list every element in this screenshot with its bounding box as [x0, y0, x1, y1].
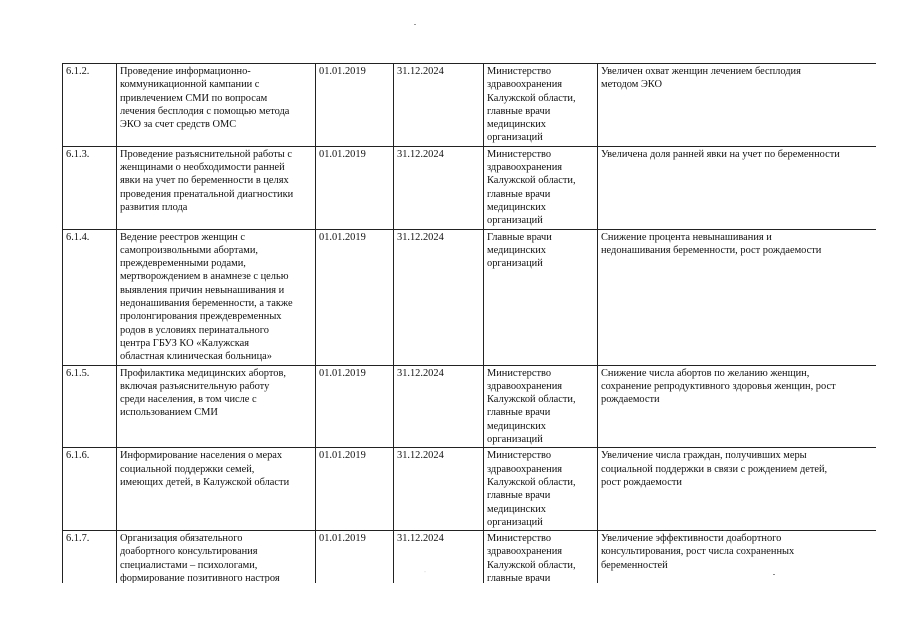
measure-name-line: самопроизвольными абортами,: [120, 244, 258, 256]
measure-name-line: недонашивания беременности, а также: [120, 298, 293, 310]
measure-name-line: специалистами – психологами,: [120, 559, 258, 571]
executor: [484, 365, 598, 448]
expected-result-line: беременностей: [601, 559, 668, 571]
measure-name-line: развития плода: [120, 201, 188, 213]
measure-name-line: преждевременными родами,: [120, 258, 246, 270]
expected-result-line: сохранение репродуктивного здоровья женщин, рост: [601, 380, 836, 392]
executor-line: здравоохранения: [487, 463, 563, 475]
start-date: 01.01.2019: [316, 146, 394, 229]
start-date: 01.01.2019: [316, 229, 394, 365]
measure-name-line: использованием СМИ: [120, 407, 218, 419]
expected-result: [598, 64, 877, 147]
measure-name-line: Профилактика медицинских абортов,: [120, 367, 286, 379]
item-number: 6.1.7.: [63, 531, 117, 583]
item-number: 6.1.2.: [63, 64, 117, 147]
executor-line: Калужской области,: [487, 394, 576, 406]
item-number: 6.1.4.: [63, 229, 117, 365]
item-number: 6.1.3.: [63, 146, 117, 229]
executor-line: Министерство: [487, 148, 552, 160]
measure-name-line: мертворождением в анамнезе с целью: [120, 271, 289, 283]
measure-name: [117, 64, 316, 147]
table-row: [63, 229, 877, 365]
expected-result: [598, 146, 877, 229]
measure-name-line: социальной поддержки семей,: [120, 463, 255, 475]
executor-line: здравоохранения: [487, 162, 563, 174]
expected-result-line: социальной поддержки в связи с рождением детей,: [601, 463, 828, 475]
start-date: 01.01.2019: [316, 531, 394, 583]
measure-name-line: доабортного консультирования: [120, 546, 258, 558]
executor: [484, 448, 598, 531]
expected-result-line: Снижение числа абортов по желанию женщин,: [601, 367, 810, 379]
measure-name-line: коммуникационной кампании с: [120, 79, 260, 91]
start-date: 01.01.2019: [316, 64, 394, 147]
measures-table-body: [63, 64, 877, 584]
measure-name: [117, 365, 316, 448]
executor: [484, 64, 598, 147]
executor-line: Министерство: [487, 450, 552, 462]
end-date: 31.12.2024: [394, 365, 484, 448]
measure-name: [117, 448, 316, 531]
end-date: 31.12.2024: [394, 531, 484, 583]
executor-line: главные врачи: [487, 188, 551, 200]
executor-line: здравоохранения: [487, 380, 563, 392]
start-date: 01.01.2019: [316, 365, 394, 448]
table-row: [63, 531, 877, 583]
executor: [484, 229, 598, 365]
executor-line: организаций: [487, 434, 543, 446]
expected-result-line: Увеличение числа граждан, получивших меры: [601, 450, 807, 462]
measure-name-line: среди населения, в том числе с: [120, 394, 257, 406]
expected-result: [598, 448, 877, 531]
executor-line: здравоохранения: [487, 546, 563, 558]
expected-result: [598, 229, 877, 365]
executor: [484, 531, 598, 583]
executor-line: здравоохранения: [487, 79, 563, 91]
measure-name-line: формирование позитивного настроя: [120, 572, 280, 583]
measure-name-line: пролонгирования преждевременных: [120, 311, 282, 323]
measure-name-line: Организация обязательного: [120, 533, 243, 545]
executor-line: Главные врачи: [487, 231, 552, 243]
executor-line: главные врачи: [487, 407, 551, 419]
measure-name: [117, 146, 316, 229]
expected-result-line: рост рождаемости: [601, 476, 682, 488]
executor-line: организаций: [487, 258, 543, 270]
measure-name-line: включая разъяснительную работу: [120, 380, 270, 392]
end-date: 31.12.2024: [394, 146, 484, 229]
measure-name-line: явки на учет по беременности в целях: [120, 175, 289, 187]
measure-name-line: Проведение информационно-: [120, 66, 251, 77]
start-date: 01.01.2019: [316, 448, 394, 531]
executor-line: Калужской области,: [487, 476, 576, 488]
measure-name-line: ЭКО за счет средств ОМС: [120, 119, 237, 131]
scan-speck: [414, 24, 416, 25]
table-row: [63, 64, 877, 147]
executor-line: организаций: [487, 516, 543, 528]
expected-result-line: Увеличен охват женщин лечением бесплодия: [601, 66, 801, 77]
measures-table-viewport: [62, 63, 876, 583]
measure-name-line: Проведение разъяснительной работы с: [120, 148, 292, 160]
table-row: [63, 448, 877, 531]
executor-line: Министерство: [487, 66, 552, 77]
expected-result: [598, 531, 877, 583]
scan-speck: [773, 574, 775, 575]
measure-name-line: родов в условиях перинатального: [120, 324, 269, 336]
measure-name-line: выявления причин невынашивания и: [120, 284, 285, 296]
executor-line: организаций: [487, 132, 543, 144]
end-date: 31.12.2024: [394, 64, 484, 147]
measures-table: [62, 63, 876, 583]
end-date: 31.12.2024: [394, 448, 484, 531]
executor-line: медицинских: [487, 244, 546, 256]
expected-result-line: Увеличена доля ранней явки на учет по беременности: [601, 148, 840, 160]
measure-name-line: проведения пренатальной диагностики: [120, 188, 294, 200]
measure-name-line: имеющих детей, в Калужской области: [120, 476, 290, 488]
expected-result-line: Снижение процента невынашивания и: [601, 231, 772, 243]
executor-line: Калужской области,: [487, 92, 576, 104]
measure-name-line: женщинами о необходимости ранней: [120, 162, 285, 174]
executor-line: Министерство: [487, 533, 552, 545]
measure-name: [117, 229, 316, 365]
executor-line: медицинских: [487, 201, 546, 213]
item-number: 6.1.5.: [63, 365, 117, 448]
measure-name-line: привлечением СМИ по вопросам: [120, 92, 268, 104]
expected-result-line: методом ЭКО: [601, 79, 662, 91]
expected-result-line: рождаемости: [601, 394, 660, 406]
executor-line: главные врачи: [487, 105, 551, 117]
measure-name-line: лечения бесплодия с помощью метода: [120, 105, 290, 117]
measure-name-line: Ведение реестров женщин с: [120, 231, 246, 243]
expected-result-line: Увеличение эффективности доабортного: [601, 533, 782, 545]
expected-result-line: недонашивания беременности, рост рождаемости: [601, 244, 822, 256]
table-row: [63, 146, 877, 229]
executor-line: медицинских: [487, 420, 546, 432]
executor-line: Калужской области,: [487, 559, 576, 571]
item-number: 6.1.6.: [63, 448, 117, 531]
table-row: [63, 365, 877, 448]
expected-result: [598, 365, 877, 448]
expected-result-line: консультирования, рост числа сохраненных: [601, 546, 795, 558]
measure-name-line: Информирование населения о мерах: [120, 450, 283, 462]
executor-line: медицинских: [487, 119, 546, 131]
measure-name: [117, 531, 316, 583]
executor-line: Министерство: [487, 367, 552, 379]
executor-line: организаций: [487, 215, 543, 227]
executor-line: медицинских: [487, 503, 546, 515]
end-date: 31.12.2024: [394, 229, 484, 365]
executor: [484, 146, 598, 229]
measure-name-line: центра ГБУЗ КО «Калужская: [120, 337, 250, 349]
executor-line: главные врачи: [487, 572, 551, 583]
executor-line: главные врачи: [487, 490, 551, 502]
measure-name-line: областная клиническая больница»: [120, 351, 272, 363]
executor-line: Калужской области,: [487, 175, 576, 187]
